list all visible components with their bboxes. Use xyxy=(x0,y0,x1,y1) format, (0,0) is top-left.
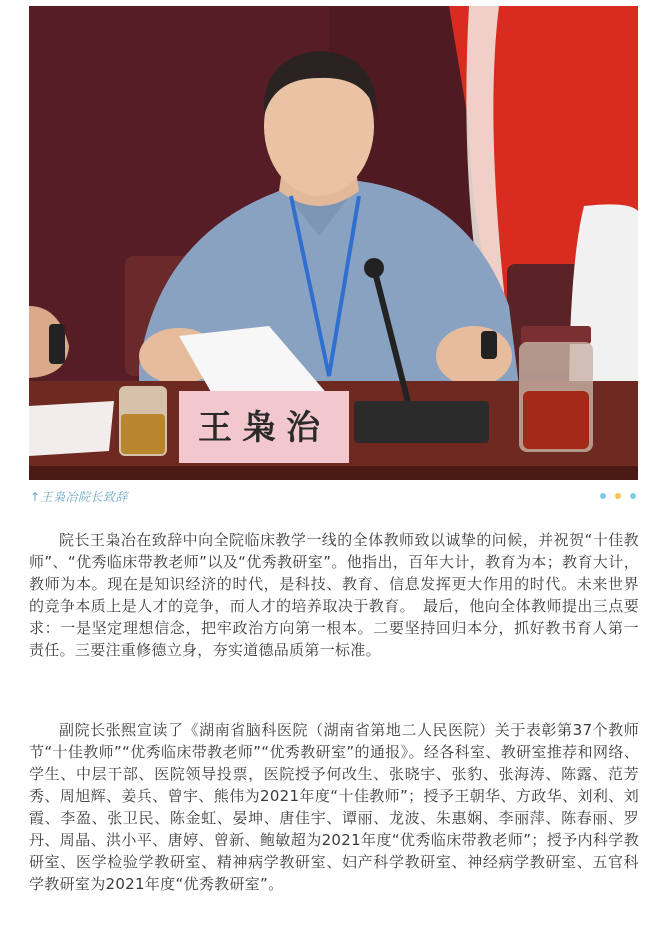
nameplate-text: 王枭治 xyxy=(198,408,330,448)
photo-illustration xyxy=(29,6,638,480)
dot-icon xyxy=(630,493,636,499)
speech-photo xyxy=(29,6,638,480)
dot-icon xyxy=(600,493,606,499)
decorative-dots xyxy=(600,493,636,499)
caption-row xyxy=(29,484,638,510)
article-paragraph-1: 院长王枭冶在致辞中向全院临床教学一线的全体教师致以诚挚的问候，并祝贺“十佳教师”、“优秀临床带教老师”以及“优秀教研室”。他指出，百年大计，教育为本；教育大计，教师为本。现在是知识经济的时代，是科技、教育、信息发挥更大作用的时代。未来世界的竞争本质上是人才的竞争，而人才的培养取决于教育。 最后，他向全体教师提出三点要求：一是坚定理想信念，把牢政治方向第一根本。二要坚持回归本分，抓好教书育人第一责任。三要注重修德立身，夯实道德品质第一标准。 xyxy=(29,531,639,659)
dot-icon xyxy=(615,493,621,499)
article-paragraph-2: 副院长张熙宣读了《湖南省脑科医院（湖南省第地二人民医院）关于表彰第37个教师节“十佳教师”“优秀临床带教老师”“优秀教研室”的通报》。经各科室、教研室推荐和网络、学生、中层干部、医院领导投票，医院授予何改生、张晓宇、张豹、张海涛、陈露、范芳秀、周旭辉、姜兵、曾宇、熊伟为2021年度“十佳教师”；授予王朝华、方政华、刘利、刘霞、李盈、张卫民、陈金虹、晏坤、唐佳宇、谭丽、龙波、朱惠娴、李丽萍、陈春丽、罗丹、周晶、洪小平、唐婷、曾新、鲍敏超为2021年度“优秀临床带教老师”；授予内科学教研室、医学检验学教研室、精神病学教研室、妇产科学教研室、神经病学教研室、五官科学教研室为2021年度“优秀教研室”。 xyxy=(29,721,639,893)
photo-caption: ↑王枭冶院长致辞 xyxy=(30,490,129,504)
microphone-base xyxy=(354,401,489,443)
